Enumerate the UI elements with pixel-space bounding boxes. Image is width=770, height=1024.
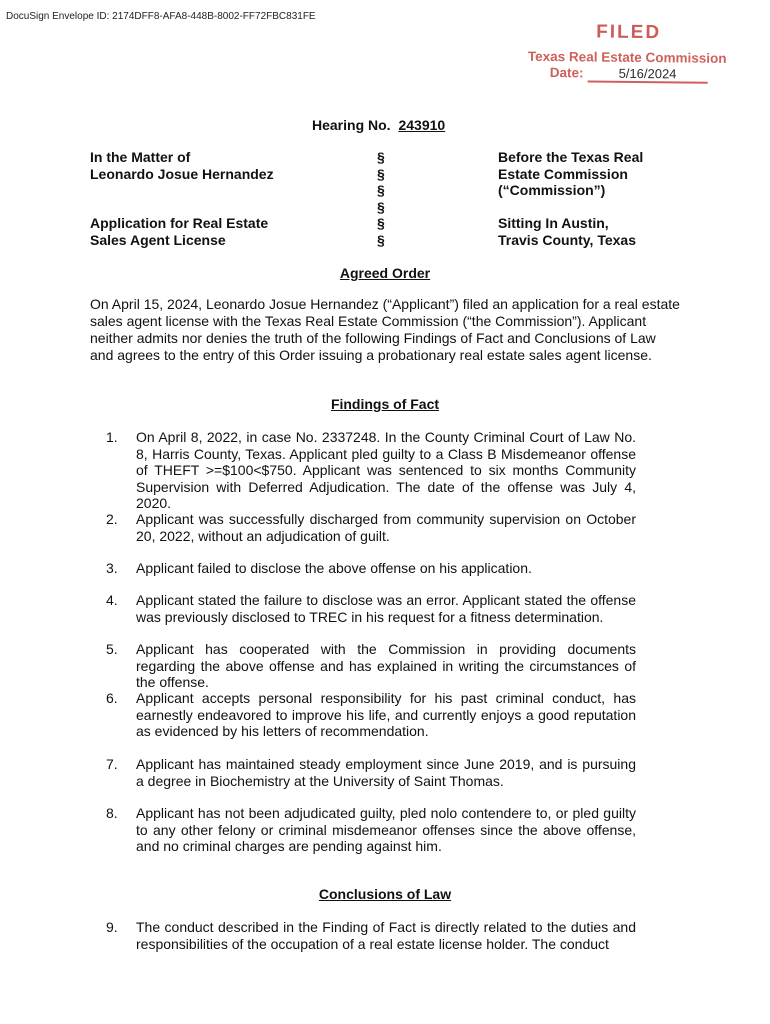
finding-number: 3. — [106, 560, 118, 576]
section-symbols — [377, 149, 385, 248]
finding-item — [106, 592, 636, 625]
sitting-line-2: Travis County, Texas — [498, 231, 636, 248]
finding-text: Applicant failed to disclose the above offense on his application. — [136, 560, 532, 576]
finding-item — [106, 756, 636, 789]
intro-paragraph: On April 15, 2024, Leonardo Josue Hernandez (“Applicant”) filed an application for a real estate sales agent license with the Texas Real Estate Commission (“the Commission”). Applicant neither admits nor denies the truth of the following Findings of Fact and Conclusions of Law and agrees to the entry of this Order issuing a probationary real estate sales agent license. — [90, 296, 680, 363]
caption-application — [90, 215, 268, 248]
finding-item — [106, 641, 636, 691]
docusign-envelope-id: DocuSign Envelope ID: 2174DFF8-AFA8-448B-8002-FF72FBC831FE — [6, 11, 316, 22]
conclusion-number: 9. — [106, 919, 118, 935]
finding-number: 4. — [106, 592, 118, 608]
hearing-number — [312, 117, 457, 133]
matter-label: In the Matter of — [90, 149, 191, 165]
stamp-organization: Texas Real Estate Commission — [527, 48, 727, 66]
finding-number: 6. — [106, 690, 118, 706]
filed-stamp — [528, 21, 754, 84]
section-symbol: § — [377, 182, 385, 198]
section-symbol: § — [377, 165, 385, 182]
finding-number: 8. — [106, 805, 118, 821]
caption-matter — [90, 149, 274, 182]
stamp-date-value: 5/16/2024 — [587, 65, 707, 83]
finding-text: Applicant accepts personal responsibility for his past criminal conduct, has earnestly endeavored to improve his life, and currently enjoys a good reputation as evidenced by his letters of recommendation. — [136, 690, 636, 739]
caption-sitting — [498, 215, 636, 248]
finding-item — [106, 429, 636, 512]
caption-before — [498, 149, 643, 199]
finding-text: Applicant stated the failure to disclose was an error. Applicant stated the offense was previously disclosed to TREC in his request for a fitness determination. — [136, 592, 636, 625]
finding-item — [106, 511, 636, 544]
application-line-2: Sales Agent License — [90, 231, 226, 248]
conclusion-item — [106, 919, 636, 952]
conclusion-text: The conduct described in the Finding of Fact is directly related to the duties and responsibilities of the occupation of a real estate license holder. The conduct — [136, 919, 636, 952]
finding-number: 7. — [106, 756, 118, 772]
sitting-line-1: Sitting In Austin, — [498, 215, 609, 231]
stamp-date-label: Date: — [549, 65, 584, 81]
finding-text: Applicant was successfully discharged from community supervision on October 20, 2022, without an adjudication of guilt. — [136, 511, 636, 544]
finding-text: On April 8, 2022, in case No. 2337248. In the County Criminal Court of Law No. 8, Harris County, Texas. Applicant pled guilty to a Class B Misdemeanor offense of THEFT >=$100<$750. Applicant was sentenced to six months Community Supervision with Deferred Adjudication. The date of the offense was July 4, 2020. — [136, 429, 636, 511]
section-symbol: § — [377, 198, 385, 215]
stamp-title: FILED — [596, 21, 662, 44]
application-line-1: Application for Real Estate — [90, 215, 269, 231]
finding-number: 5. — [106, 641, 118, 657]
finding-text: Applicant has maintained steady employment since June 2019, and is pursuing a degree in Biochemistry at the University of Saint Thomas. — [136, 756, 636, 789]
finding-number: 1. — [106, 429, 118, 445]
findings-heading: Findings of Fact — [330, 396, 440, 412]
hearing-label: Hearing No. — [312, 117, 391, 133]
stamp-date-row — [550, 65, 753, 84]
section-symbol: § — [377, 215, 385, 231]
finding-item — [106, 805, 636, 855]
before-line-1: Before the Texas Real — [498, 149, 644, 165]
finding-text: Applicant has cooperated with the Commission in providing documents regarding the above offense and has explained in writing the circumstances of the offense. — [136, 641, 636, 690]
finding-number: 2. — [106, 511, 118, 527]
conclusions-heading: Conclusions of Law — [318, 886, 452, 902]
section-symbol: § — [377, 231, 385, 248]
finding-text: Applicant has not been adjudicated guilty, pled nolo contendere to, or pled guilty to any other felony or criminal misdemeanor offenses since the above offense, and no criminal charges are pending against him. — [136, 805, 636, 854]
section-symbol: § — [377, 149, 385, 165]
finding-item — [106, 560, 636, 577]
hearing-number-value: 243910 — [398, 117, 446, 133]
finding-item — [106, 690, 636, 740]
agreed-order-heading: Agreed Order — [339, 265, 431, 281]
before-line-3: (“Commission”) — [498, 182, 606, 198]
matter-name: Leonardo Josue Hernandez — [90, 165, 274, 182]
before-line-2: Estate Commission — [498, 165, 628, 182]
